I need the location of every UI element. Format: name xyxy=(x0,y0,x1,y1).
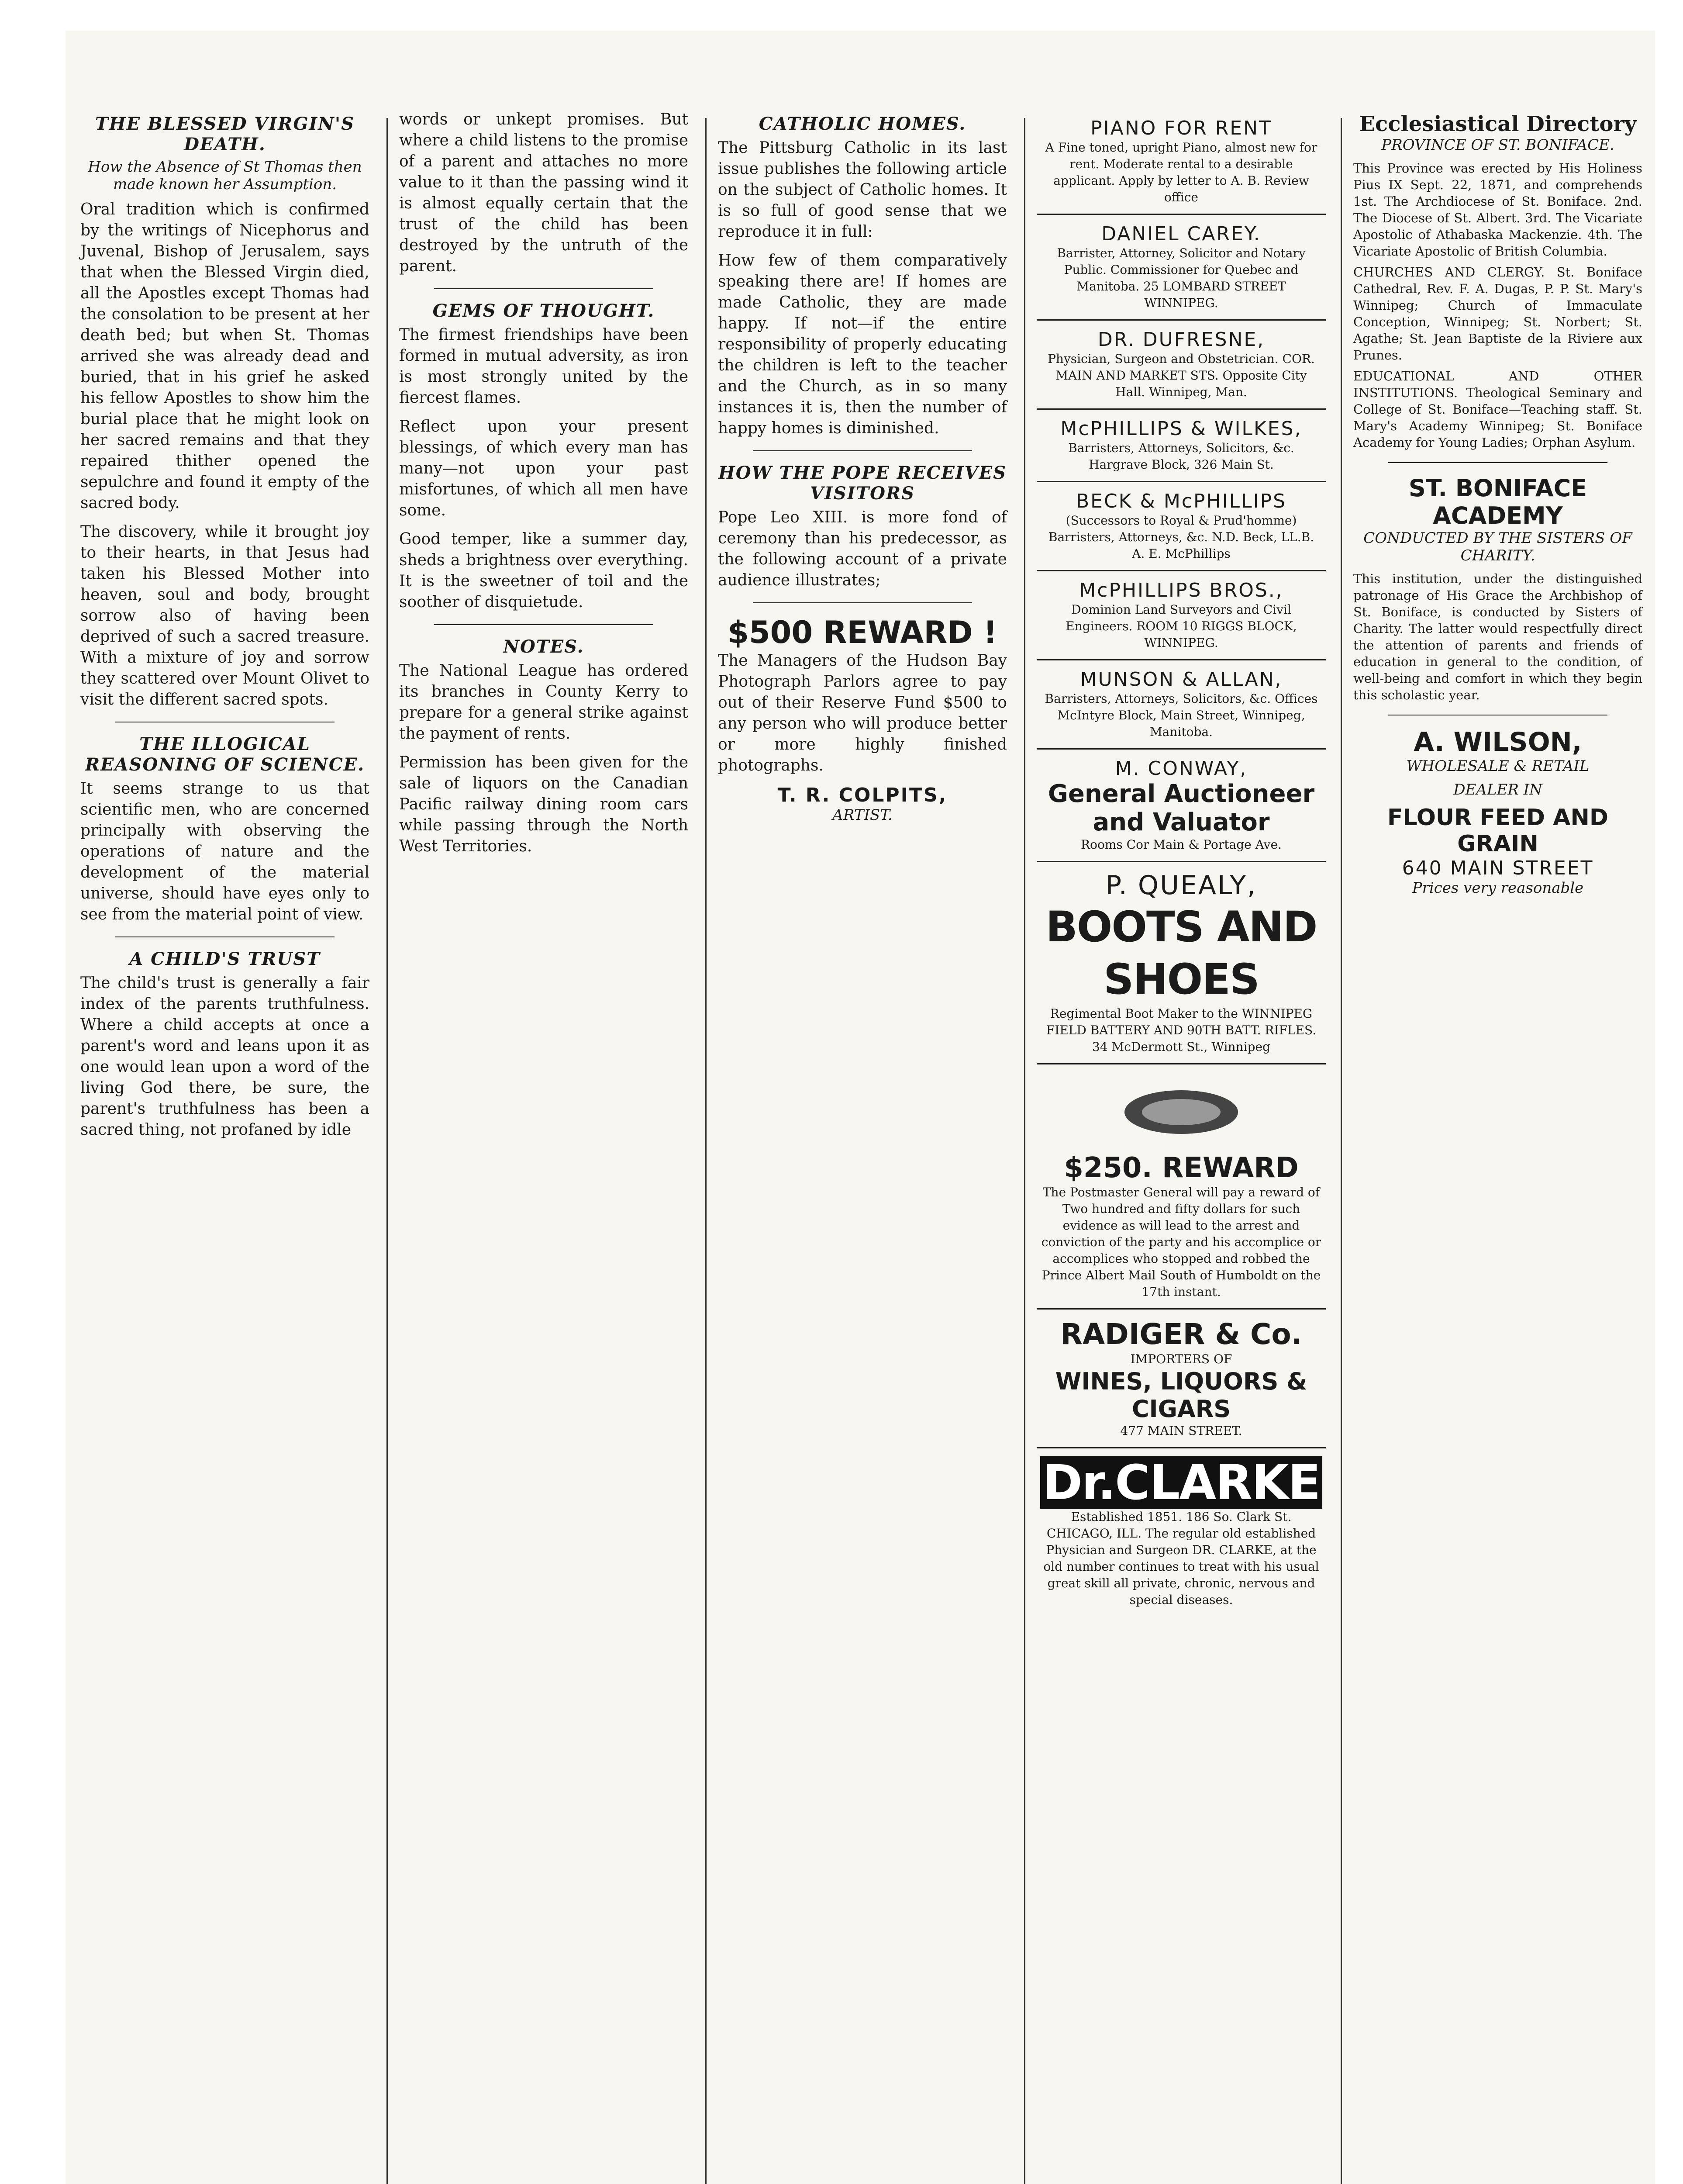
article-heading: THE ILLOGICAL REASONING OF SCIENCE. xyxy=(85,734,365,775)
wilson-address: 640 MAIN STREET xyxy=(1402,857,1594,879)
article-paragraph: The National League has ordered its branches in County Kerry to prepare for a general strike against the payment of rents. xyxy=(399,662,688,743)
article-paragraph: It seems strange to us that scientific men, who are concerned principally with observing the operations of nature and the development of the material universe, should have eyes only to see from the material point of view. xyxy=(80,780,369,923)
ad-headline: General Auctioneer and Valuator xyxy=(1048,780,1315,836)
ad-text: Dominion Land Surveyors and Civil Engineers. ROOM 10 RIGGS BLOCK, WINNIPEG. xyxy=(1066,602,1297,650)
ad-dr-clarke xyxy=(1037,1448,1326,1616)
ad-title: RADIGER & Co. xyxy=(1060,1317,1302,1351)
article-subheading: How the Absence of St Thomas then made known her Assumption. xyxy=(88,158,362,193)
ad-title: McPHILLIPS BROS., xyxy=(1079,579,1283,601)
ad-beck-mcphillips xyxy=(1037,482,1326,571)
article-heading: THE BLESSED VIRGIN'S DEATH. xyxy=(95,114,355,155)
column-rule xyxy=(705,118,707,2184)
ad-mcphillips-bros xyxy=(1037,571,1326,660)
article-paragraph: Reflect upon your present blessings, of which every man has many—not upon your past misfortunes, of which all men have some. xyxy=(399,418,688,519)
wilson-title: A. WILSON, xyxy=(1414,727,1582,757)
divider xyxy=(753,450,972,451)
divider xyxy=(115,936,335,937)
signature-role: ARTIST. xyxy=(832,806,893,824)
article-paragraph: Pope Leo XIII. is more fond of ceremony than his predecessor, as the following account of a private audience illustrates; xyxy=(718,508,1007,589)
wilson-dealer: DEALER IN xyxy=(1453,781,1542,798)
ad-headline: $250. REWARD xyxy=(1064,1152,1299,1184)
ad-title: PIANO FOR RENT xyxy=(1090,117,1272,139)
signature: T. R. COLPITS, xyxy=(777,784,948,806)
article-heading: A CHILD'S TRUST xyxy=(129,949,321,969)
ad-address: 477 MAIN STREET. xyxy=(1120,1424,1242,1438)
ad-title: P. QUEALY, xyxy=(1105,870,1257,901)
article-paragraph: words or unkept promises. But where a child listens to the promise of a parent and attaches no more value to it than the passing wind it is almost equally certain that the trust of the child has been destroyed by the untruth of the parent. xyxy=(399,111,688,275)
ad-text: Rooms Cor Main & Portage Ave. xyxy=(1081,837,1282,852)
ad-text: IMPORTERS OF xyxy=(1130,1352,1232,1366)
ad-munson-allan xyxy=(1037,660,1326,750)
academy-text: This institution, under the distinguished patronage of His Grace the Archbishop of St. Boniface, is conducted by Sisters of Charity. The latter would respectfully direct the attention of parents and friends of education in general to the condition, of well-being and comfort in which they begin this scholastic year. xyxy=(1353,571,1642,702)
ad-title: DR. DUFRESNE, xyxy=(1097,328,1265,351)
directory-text: This Province was erected by His Holiness Pius IX Sept. 22, 1871, and comprehends 1st. The Archdiocese of St. Boniface. 2nd. The Diocese of St. Albert. 3rd. The Vicariate Apostolic of Athabaska Mackenzie. 4th. The Vicariate Apostolic of British Columbia. xyxy=(1353,161,1642,259)
newspaper-page xyxy=(66,31,1655,2184)
column-rule xyxy=(386,118,388,2184)
article-paragraph: Good temper, like a summer day, sheds a brightness over everything. It is the sweetner of toil and the soother of disquietude. xyxy=(399,530,688,611)
column-5 xyxy=(1347,109,1649,2184)
academy-title: ST. BONIFACE ACADEMY xyxy=(1408,474,1587,529)
article-heading: CATHOLIC HOMES. xyxy=(759,114,966,134)
ad-text: Barristers, Attorneys, Solicitors, &c. Offices McIntyre Block, Main Street, Winnipeg, Manitoba. xyxy=(1045,691,1318,739)
directory-text: CHURCHES AND CLERGY. St. Boniface Cathedral, Rev. F. A. Dugas, P. P. St. Mary's Winnipeg; Church of Immaculate Conception, Winnipeg; St. Norbert; St. Agathe; St. Jean Baptiste de la Riviere aux Prunes. xyxy=(1353,265,1642,363)
ad-text: The Postmaster General will pay a reward of Two hundred and fifty dollars for such evidence as will lead to the arrest and conviction of the party and his accomplice or accomplices who stopped and robbed the Prince Albert Mail South of Humboldt on the 17th instant. xyxy=(1041,1185,1321,1299)
ad-conway xyxy=(1037,750,1326,862)
directory-title: Ecclesiastical Directory xyxy=(1359,112,1637,136)
ad-text: (Successors to Royal & Prud'homme) Barristers, Attorneys, &c. N.D. Beck, LL.B. A. E. McPhillips xyxy=(1048,513,1314,561)
ad-headline: Dr.CLARKE xyxy=(1040,1456,1322,1509)
ad-quealy xyxy=(1037,862,1326,1064)
column-rule xyxy=(1341,118,1342,2184)
ad-piano xyxy=(1037,109,1326,215)
divider xyxy=(1388,462,1607,463)
ad-headline: BOOTS AND SHOES xyxy=(1045,902,1317,1004)
divider xyxy=(753,602,972,603)
ad-text: Regimental Boot Maker to the WINNIPEG FIELD BATTERY AND 90TH BATT. RIFLES. 34 McDermott St., Winnipeg xyxy=(1046,1006,1317,1054)
column-rule xyxy=(1024,118,1025,2184)
ad-text: Barrister, Attorney, Solicitor and Notary Public. Commissioner for Quebec and Manitoba. 25 LOMBARD STREET WINNIPEG. xyxy=(1057,246,1306,310)
ad-title: M. CONWAY, xyxy=(1115,757,1248,780)
ad-title: McPHILLIPS & WILKES, xyxy=(1060,418,1302,440)
ad-text: Barristers, Attorneys, Solicitors, &c. Hargrave Block, 326 Main St. xyxy=(1068,441,1294,472)
directory-subtitle: PROVINCE OF ST. BONIFACE. xyxy=(1381,136,1614,154)
column-4-ads xyxy=(1031,109,1332,2184)
reward-title: $500 REWARD ! xyxy=(728,615,997,650)
article-heading: HOW THE POPE RECEIVES VISITORS xyxy=(718,463,1007,504)
ad-headline: WINES, LIQUORS & CIGARS xyxy=(1055,1368,1307,1423)
ad-title: MUNSON & ALLAN, xyxy=(1080,668,1283,691)
reward-emblem xyxy=(1040,1079,1322,1145)
reward-text: The Managers of the Hudson Bay Photograph Parlors agree to pay out of their Reserve Fund $500 to any person who will produce better or more highly finished photographs. xyxy=(718,652,1007,774)
ad-radiger xyxy=(1037,1310,1326,1448)
article-paragraph: The discovery, while it brought joy to their hearts, in that Jesus had taken his Blessed Mother into heaven, soul and body, brought sorrow also of having been deprived of such a sacred treasure. With a mixture of joy and sorrow they scattered over Mount Olivet to visit the different sacred spots. xyxy=(80,523,369,708)
article-paragraph: Oral tradition which is confirmed by the writings of Nicephorus and Juvenal, Bishop of Jerusalem, says that when the Blessed Virgin died, all the Apostles except Thomas had the consolation to be present at her death bed; but when St. Thomas arrived she was already dead and buried, that in his grief he asked his fellow Apostles to show him the burial place that he might look on her sacred remains and that they repaired thither opened the sepulchre and found it empty of the sacred body. xyxy=(80,200,369,512)
article-paragraph: The child's trust is generally a fair index of the parents truthfulness. Where a child accepts at once a parent's word and leans upon it as one would lean upon a word of the living God there, be sure, the parent's truthfulness has been a sacred thing, not profaned by idle xyxy=(80,974,369,1139)
column-2 xyxy=(393,109,694,2184)
article-heading: GEMS OF THOUGHT. xyxy=(432,301,655,321)
article-heading: NOTES. xyxy=(503,636,584,657)
directory-text: EDUCATIONAL AND OTHER INSTITUTIONS. Theological Seminary and College of St. Boniface—Teaching staff. St. Mary's Academy Winnipeg; St. Boniface Academy for Young Ladies; Orphan Asylum. xyxy=(1353,369,1642,450)
column-1 xyxy=(74,109,376,2184)
ad-dufresne xyxy=(1037,321,1326,410)
ad-text: A Fine toned, upright Piano, almost new for rent. Moderate rental to a desirable applicant. Apply by letter to A. B. Review office xyxy=(1045,140,1317,204)
article-paragraph: How few of them comparatively speaking there are! If homes are made Catholic, they are made happy. If not—if the entire responsibility of properly educating the children is left to the teacher and the Church, as in so many instances it is, then the number of happy homes is diminished. xyxy=(718,252,1007,437)
ad-carey xyxy=(1037,215,1326,321)
ad-reward-250 xyxy=(1037,1064,1326,1310)
divider xyxy=(434,288,653,289)
ad-text: Established 1851. 186 So. Clark St. CHICAGO, ILL. The regular old established Physician and Surgeon DR. CLARKE, at the old number continues to treat with his usual great skill all private, chronic, nervous and special diseases. xyxy=(1043,1510,1319,1607)
wilson-subtitle: WHOLESALE & RETAIL xyxy=(1406,757,1590,775)
article-paragraph: The Pittsburg Catholic in its last issue publishes the following article on the subject of Catholic homes. It is so full of good sense that we reproduce it in full: xyxy=(718,139,1007,241)
emblem-icon xyxy=(1116,1084,1247,1140)
ad-text: Physician, Surgeon and Obstetrician. COR. MAIN AND MARKET STS. Opposite City Hall. Winnipeg, Man. xyxy=(1048,352,1315,399)
wilson-note: Prices very reasonable xyxy=(1412,879,1584,897)
wilson-headline: FLOUR FEED AND GRAIN xyxy=(1387,805,1609,857)
article-paragraph: The firmest friendships have been formed in mutual adversity, as iron is most strongly united by the fiercest flames. xyxy=(399,326,688,407)
column-3 xyxy=(712,109,1013,2184)
ad-title: DANIEL CAREY. xyxy=(1101,223,1261,245)
ad-title: BECK & McPHILLIPS xyxy=(1076,490,1287,512)
academy-subtitle: CONDUCTED BY THE SISTERS OF CHARITY. xyxy=(1363,529,1632,564)
article-paragraph: Permission has been given for the sale of liquors on the Canadian Pacific railway dining room cars while passing through the North West Territories. xyxy=(399,753,688,855)
ad-mcphillips-wilkes xyxy=(1037,410,1326,482)
divider xyxy=(434,624,653,625)
